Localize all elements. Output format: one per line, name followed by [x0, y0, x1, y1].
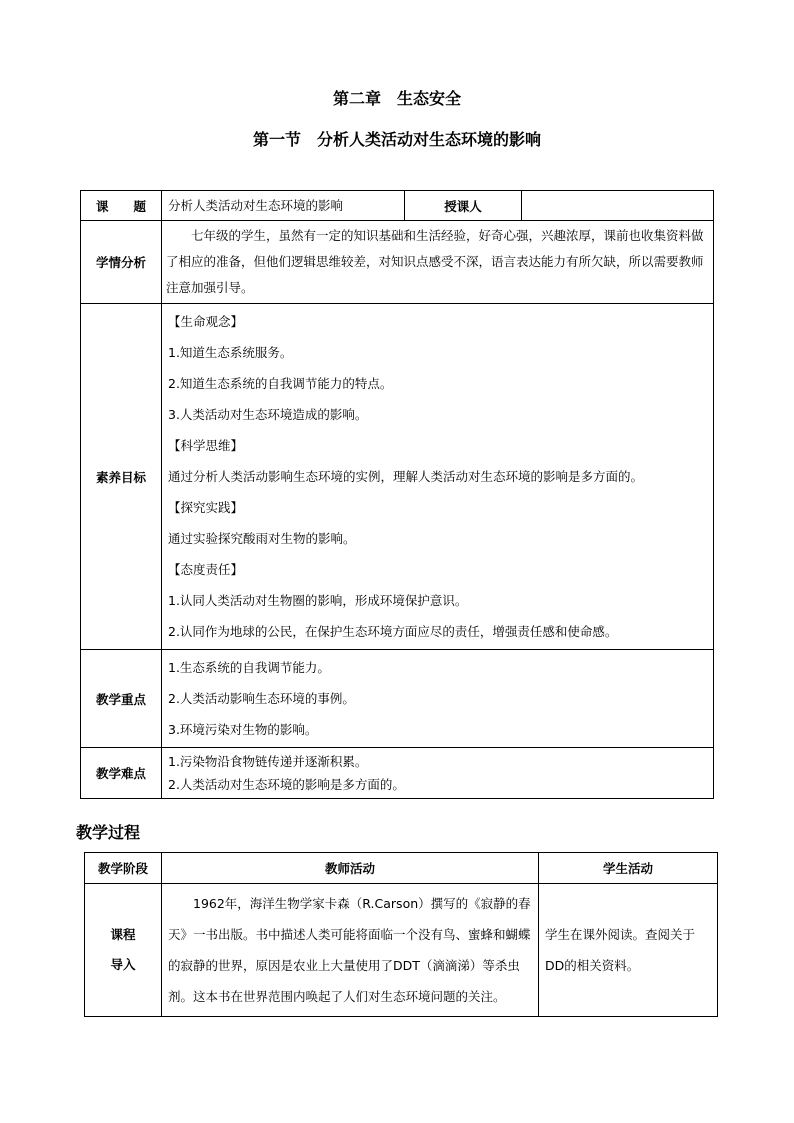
key-points-list [162, 650, 714, 748]
stage-line: 课程 [110, 927, 136, 942]
goal-item: 【生命观念】 [168, 314, 244, 329]
goals-list [162, 304, 714, 650]
goal-item: 【科学思维】 [168, 438, 244, 453]
goal-item: 【态度责任】 [168, 562, 244, 577]
stage-cell [85, 884, 162, 1017]
process-table [84, 852, 718, 1017]
difficulty-item: 1.污染物沿食物链传递并逐渐积累。 [168, 754, 368, 769]
col-teacher-header: 教师活动 [162, 853, 539, 884]
stage-line: 导入 [110, 957, 136, 972]
goal-item: 1.知道生态系统服务。 [168, 345, 293, 360]
difficulty-label: 教学难点 [81, 748, 162, 799]
key-points-label: 教学重点 [81, 650, 162, 748]
goal-item: 1.认同人类活动对生物圈的影响，形成环境保护意识。 [168, 593, 468, 608]
chapter-title: 第二章 生态安全 [332, 89, 461, 108]
goal-item: 3.人类活动对生态环境造成的影响。 [168, 407, 368, 422]
student-activity: 学生在课外阅读。查阅关于DD的相关资料。 [539, 884, 718, 1017]
difficulty-list [162, 748, 714, 799]
lesson-info-table [80, 190, 714, 799]
key-point-item: 3.环境污染对生物的影响。 [168, 722, 318, 737]
course-label: 课 题 [81, 191, 162, 221]
process-heading: 教学过程 [76, 823, 141, 842]
goal-item: 【探究实践】 [168, 500, 244, 515]
teacher-value [522, 191, 714, 221]
goal-item: 通过分析人类活动影响生态环境的实例，理解人类活动对生态环境的影响是多方面的。 [168, 469, 644, 484]
key-point-item: 2.人类活动影响生态环境的事例。 [168, 691, 355, 706]
teacher-activity: 1962年，海洋生物学家卡森（R.Carson）撰写的《寂静的春天》一书出版。书中描述人类可能将面临一个没有鸟、蜜蜂和蝴蝶的寂静的世界，原因是农业上大量使用了DDT（滴滴涕）等杀虫剂。这本书在世界范围内唤起了人们对生态环境问题的关注。 [162, 884, 539, 1017]
goal-item: 2.知道生态系统的自我调节能力的特点。 [168, 376, 393, 391]
section-title: 第一节 分析人类活动对生态环境的影响 [252, 130, 541, 149]
goal-item: 2.认同作为地球的公民，在保护生态环境方面应尽的责任，增强责任感和使命感。 [168, 624, 618, 639]
goal-item: 通过实验探究酸雨对生物的影响。 [168, 531, 356, 546]
col-student-header: 学生活动 [539, 853, 718, 884]
goals-label: 素养目标 [81, 304, 162, 650]
analysis-text: 七年级的学生，虽然有一定的知识基础和生活经验，好奇心强，兴趣浓厚，课前也收集资料做了相应的准备，但他们逻辑思维较差，对知识点感受不深，语言表达能力有所欠缺，所以需要教师注意加强引导。 [162, 221, 714, 304]
course-value: 分析人类活动对生态环境的影响 [162, 191, 405, 221]
analysis-label: 学情分析 [81, 221, 162, 304]
teacher-label: 授课人 [405, 191, 522, 221]
table-row [85, 884, 718, 1017]
key-point-item: 1.生态系统的自我调节能力。 [168, 660, 330, 675]
col-stage-header: 教学阶段 [85, 853, 162, 884]
difficulty-item: 2.人类活动对生态环境的影响是多方面的。 [168, 777, 405, 792]
